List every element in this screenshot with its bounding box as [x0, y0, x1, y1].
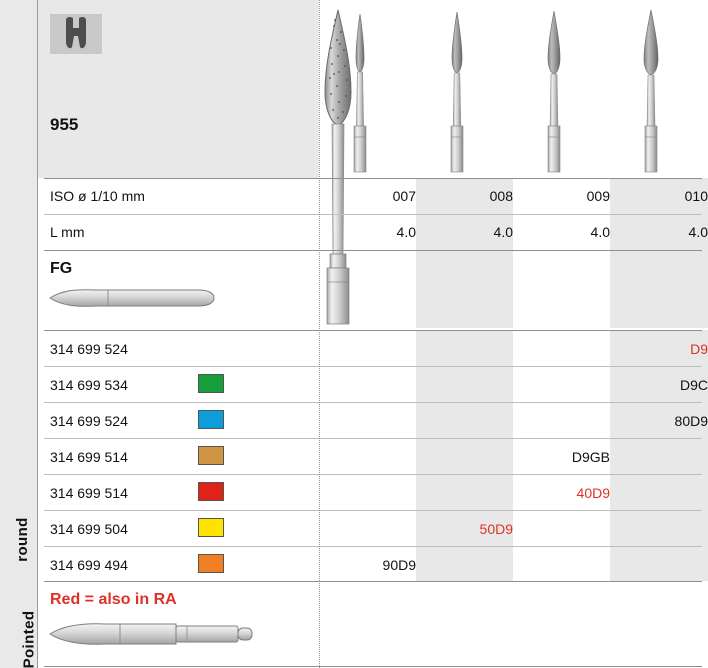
header-block	[38, 0, 319, 178]
table-row-order-3[interactable]	[38, 402, 708, 438]
cell-length-1: 4.0	[396, 224, 416, 240]
table-row-length	[38, 214, 708, 250]
table-row-iso	[38, 178, 708, 214]
order-ref-4: 314 699 514	[50, 449, 128, 465]
order-ref-3: 314 699 524	[50, 413, 128, 429]
left-category-strip	[0, 0, 38, 668]
cell-iso-2: 008	[489, 188, 513, 204]
category-label-pointed-text: Pointed	[20, 610, 38, 668]
cell-length-4: 4.0	[688, 224, 708, 240]
category-label-pointed	[0, 610, 38, 668]
order-ref-5: 314 699 514	[50, 485, 128, 501]
row-label-length: L mm	[50, 224, 85, 240]
product-table	[38, 0, 708, 668]
order-ref-1: 314 699 524	[50, 341, 128, 357]
table-row-order-7[interactable]	[38, 546, 708, 581]
order-cell-6-2: 50D9	[479, 521, 513, 537]
cell-iso-1: 007	[392, 188, 416, 204]
footnote-red-ra: Red = also in RA	[50, 591, 177, 608]
grit-color-swatch-yellow	[198, 518, 224, 537]
cell-iso-3: 009	[586, 188, 610, 204]
order-cell-4-3: D9GB	[571, 449, 610, 465]
table-row-order-4[interactable]	[38, 438, 708, 474]
order-cell-7-1: 90D9	[382, 557, 416, 573]
page-title: 955	[50, 115, 79, 134]
table-row-order-5[interactable]	[38, 474, 708, 510]
grit-color-swatch-green	[198, 374, 224, 393]
tooth-icon	[50, 14, 102, 54]
cell-iso-4: 010	[684, 188, 708, 204]
column-divider-footer	[319, 581, 320, 668]
order-ref-2: 314 699 534	[50, 377, 128, 393]
row-label-iso: ISO ø 1/10 mm	[50, 188, 145, 204]
category-label-round-text: round	[13, 517, 31, 562]
table-row-order-6[interactable]	[38, 510, 708, 546]
table-row-order-2[interactable]	[38, 366, 708, 402]
cell-length-2: 4.0	[493, 224, 513, 240]
order-cell-5-3: 40D9	[576, 485, 610, 501]
grit-color-swatch-orange	[198, 554, 224, 573]
bur-shank-icon	[48, 285, 238, 311]
cell-length-3: 4.0	[590, 224, 610, 240]
order-cell-3-4: 80D9	[674, 413, 708, 429]
order-cell-1-4: D9	[690, 341, 708, 357]
bur-ra-shank-icon	[48, 620, 263, 648]
bur-size-illustrations	[319, 6, 708, 174]
order-ref-6: 314 699 504	[50, 521, 128, 537]
order-ref-7: 314 699 494	[50, 557, 128, 573]
table-row-order-1[interactable]	[38, 330, 708, 366]
column-divider	[319, 0, 320, 581]
grit-color-swatch-blue	[198, 410, 224, 429]
category-label-round	[0, 517, 38, 562]
grit-color-swatch-red	[198, 482, 224, 501]
order-cell-2-4: D9C	[679, 377, 708, 393]
shank-type-label: FG	[50, 260, 73, 277]
grit-color-swatch-brown	[198, 446, 224, 465]
